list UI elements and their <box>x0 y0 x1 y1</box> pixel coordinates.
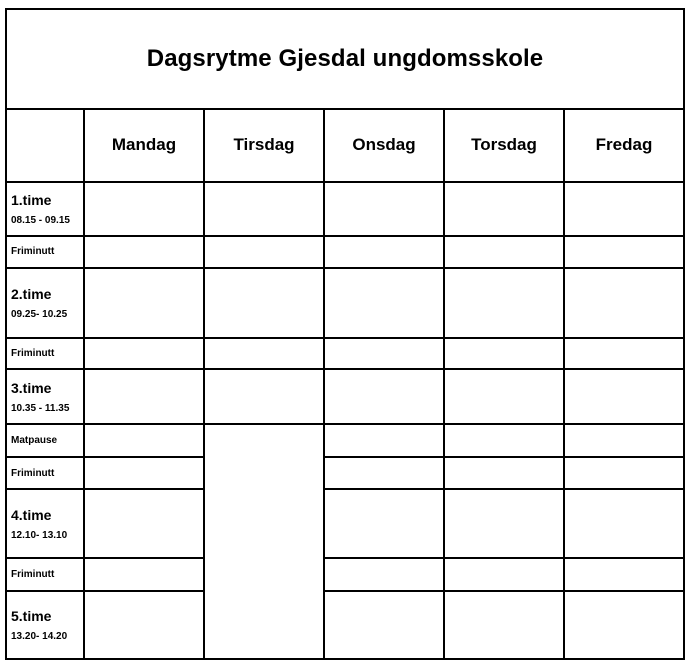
row-time-5 <box>6 591 684 659</box>
slot-mandag-break-2[interactable] <box>84 338 204 369</box>
slot-tirsdag-break-1[interactable] <box>204 236 324 268</box>
day-header-mandag: Mandag <box>84 109 204 181</box>
slot-torsdag-5[interactable] <box>444 591 564 659</box>
row-break-3 <box>6 457 684 489</box>
slot-mandag-5[interactable] <box>84 591 204 659</box>
break-text: Friminutt <box>11 348 55 360</box>
slot-mandag-break-1[interactable] <box>84 236 204 268</box>
slot-torsdag-break-4[interactable] <box>444 558 564 591</box>
lesson-name: 3.time <box>11 379 52 396</box>
slot-onsdag-break-1[interactable] <box>324 236 444 268</box>
slot-torsdag-break-2[interactable] <box>444 338 564 369</box>
lunch-label <box>6 424 84 457</box>
day-header-onsdag: Onsdag <box>324 109 444 181</box>
break-label-1 <box>6 236 84 268</box>
lesson-time: 08.15 - 09.15 <box>11 214 70 226</box>
time-label-1 <box>6 182 84 236</box>
time-label-3 <box>6 369 84 424</box>
row-time-1 <box>6 182 684 236</box>
slot-torsdag-1[interactable] <box>444 182 564 236</box>
slot-mandag-break-3[interactable] <box>84 457 204 489</box>
slot-onsdag-break-4[interactable] <box>324 558 444 591</box>
slot-onsdag-4[interactable] <box>324 489 444 557</box>
slot-torsdag-break-3[interactable] <box>444 457 564 489</box>
slot-fredag-break-1[interactable] <box>564 236 684 268</box>
slot-fredag-break-3[interactable] <box>564 457 684 489</box>
corner-cell <box>6 109 84 181</box>
slot-torsdag-lunch[interactable] <box>444 424 564 457</box>
row-time-4 <box>6 489 684 557</box>
slot-tirsdag-2[interactable] <box>204 268 324 338</box>
day-header-torsdag: Torsdag <box>444 109 564 181</box>
lunch-text: Matpause <box>11 435 58 447</box>
slot-tirsdag-merged[interactable] <box>204 424 324 659</box>
lesson-time: 12.10- 13.10 <box>11 529 68 541</box>
time-label-2 <box>6 268 84 338</box>
slot-torsdag-4[interactable] <box>444 489 564 557</box>
slot-tirsdag-break-2[interactable] <box>204 338 324 369</box>
lesson-name: 4.time <box>11 506 52 523</box>
slot-mandag-break-4[interactable] <box>84 558 204 591</box>
slot-tirsdag-3[interactable] <box>204 369 324 424</box>
slot-mandag-1[interactable] <box>84 182 204 236</box>
break-text: Friminutt <box>11 568 55 580</box>
slot-fredag-3[interactable] <box>564 369 684 424</box>
row-time-3 <box>6 369 684 424</box>
row-break-2 <box>6 338 684 369</box>
row-lunch <box>6 424 684 457</box>
slot-torsdag-2[interactable] <box>444 268 564 338</box>
slot-torsdag-break-1[interactable] <box>444 236 564 268</box>
slot-mandag-lunch[interactable] <box>84 424 204 457</box>
slot-onsdag-lunch[interactable] <box>324 424 444 457</box>
time-label-5 <box>6 591 84 659</box>
slot-torsdag-3[interactable] <box>444 369 564 424</box>
slot-mandag-2[interactable] <box>84 268 204 338</box>
slot-onsdag-5[interactable] <box>324 591 444 659</box>
lesson-name: 2.time <box>11 285 52 302</box>
slot-fredag-break-2[interactable] <box>564 338 684 369</box>
slot-fredag-4[interactable] <box>564 489 684 557</box>
slot-fredag-lunch[interactable] <box>564 424 684 457</box>
lesson-name: 1.time <box>11 191 52 208</box>
row-break-1 <box>6 236 684 268</box>
break-label-2 <box>6 338 84 369</box>
page-title: Dagsrytme Gjesdal ungdomsskole <box>6 9 684 109</box>
slot-onsdag-3[interactable] <box>324 369 444 424</box>
day-header-fredag: Fredag <box>564 109 684 181</box>
row-time-2 <box>6 268 684 338</box>
slot-tirsdag-1[interactable] <box>204 182 324 236</box>
lesson-time: 10.35 - 11.35 <box>11 402 70 414</box>
slot-fredag-1[interactable] <box>564 182 684 236</box>
break-text: Friminutt <box>11 467 55 479</box>
time-label-4 <box>6 489 84 557</box>
lesson-time: 09.25- 10.25 <box>11 308 68 320</box>
slot-onsdag-1[interactable] <box>324 182 444 236</box>
break-text: Friminutt <box>11 246 55 258</box>
slot-fredag-5[interactable] <box>564 591 684 659</box>
break-label-3 <box>6 457 84 489</box>
row-break-4 <box>6 558 684 591</box>
day-header-tirsdag: Tirsdag <box>204 109 324 181</box>
slot-fredag-2[interactable] <box>564 268 684 338</box>
slot-mandag-3[interactable] <box>84 369 204 424</box>
slot-onsdag-2[interactable] <box>324 268 444 338</box>
slot-onsdag-break-3[interactable] <box>324 457 444 489</box>
break-label-4 <box>6 558 84 591</box>
slot-mandag-4[interactable] <box>84 489 204 557</box>
lesson-name: 5.time <box>11 607 52 624</box>
timetable <box>5 8 685 660</box>
slot-onsdag-break-2[interactable] <box>324 338 444 369</box>
lesson-time: 13.20- 14.20 <box>11 630 68 642</box>
slot-fredag-break-4[interactable] <box>564 558 684 591</box>
